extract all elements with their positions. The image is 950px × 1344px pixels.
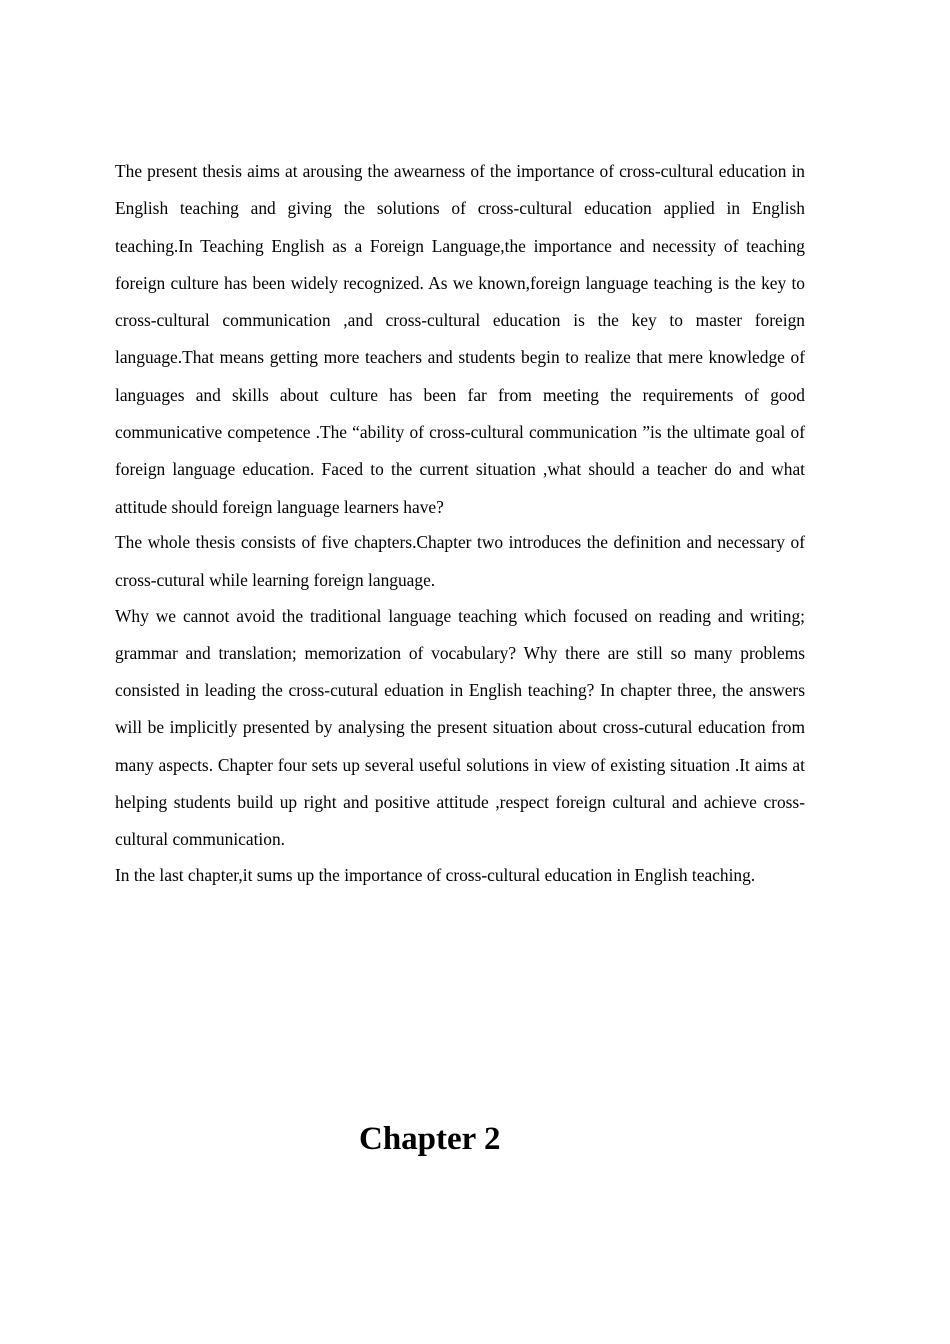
paragraph-last-chapter: In the last chapter,it sums up the importance of cross-cultural education in English teaching. (115, 865, 756, 886)
thesis-body-text (115, 153, 805, 894)
paragraph-thesis-structure: The whole thesis consists of five chapters.Chapter two introduces the definition and necessary of cross-cutural while learning foreign language. (115, 532, 805, 590)
paragraph-thesis-aims: The present thesis aims at arousing the awearness of the importance of cross-cultural education in English teaching and giving the solutions of cross-cultural education applied in English teaching.In Teaching English as a Foreign Language,the importance and necessity of teaching foreign culture has been widely recognized. As we known,foreign language teaching is the key to cross-cultural communication ,and cross-cultural education is the key to master foreign language.That means getting more teachers and students begin to realize that mere knowledge of languages and skills about culture has been far from meeting the requirements of good communicative competence .The “ability of cross-cultural communication ”is the ultimate goal of foreign language education. Faced to the current situation ,what should a teacher do and what attitude should foreign language learners have? (115, 161, 805, 517)
paragraph-chapter-three-four: Why we cannot avoid the traditional language teaching which focused on reading and writing; grammar and translation; memorization of vocabulary? Why there are still so many problems consisted in leading the cross-cutural eduation in English teaching? In chapter three, the answers will be implicitly presented by analysing the present situation about cross-cutural education from many aspects. Chapter four sets up several useful solutions in view of existing situation .It aims at helping students build up right and positive attitude ,respect foreign cultural and achieve cross-cultural communication. (115, 605, 805, 850)
chapter-heading: Chapter 2 (359, 1121, 501, 1157)
